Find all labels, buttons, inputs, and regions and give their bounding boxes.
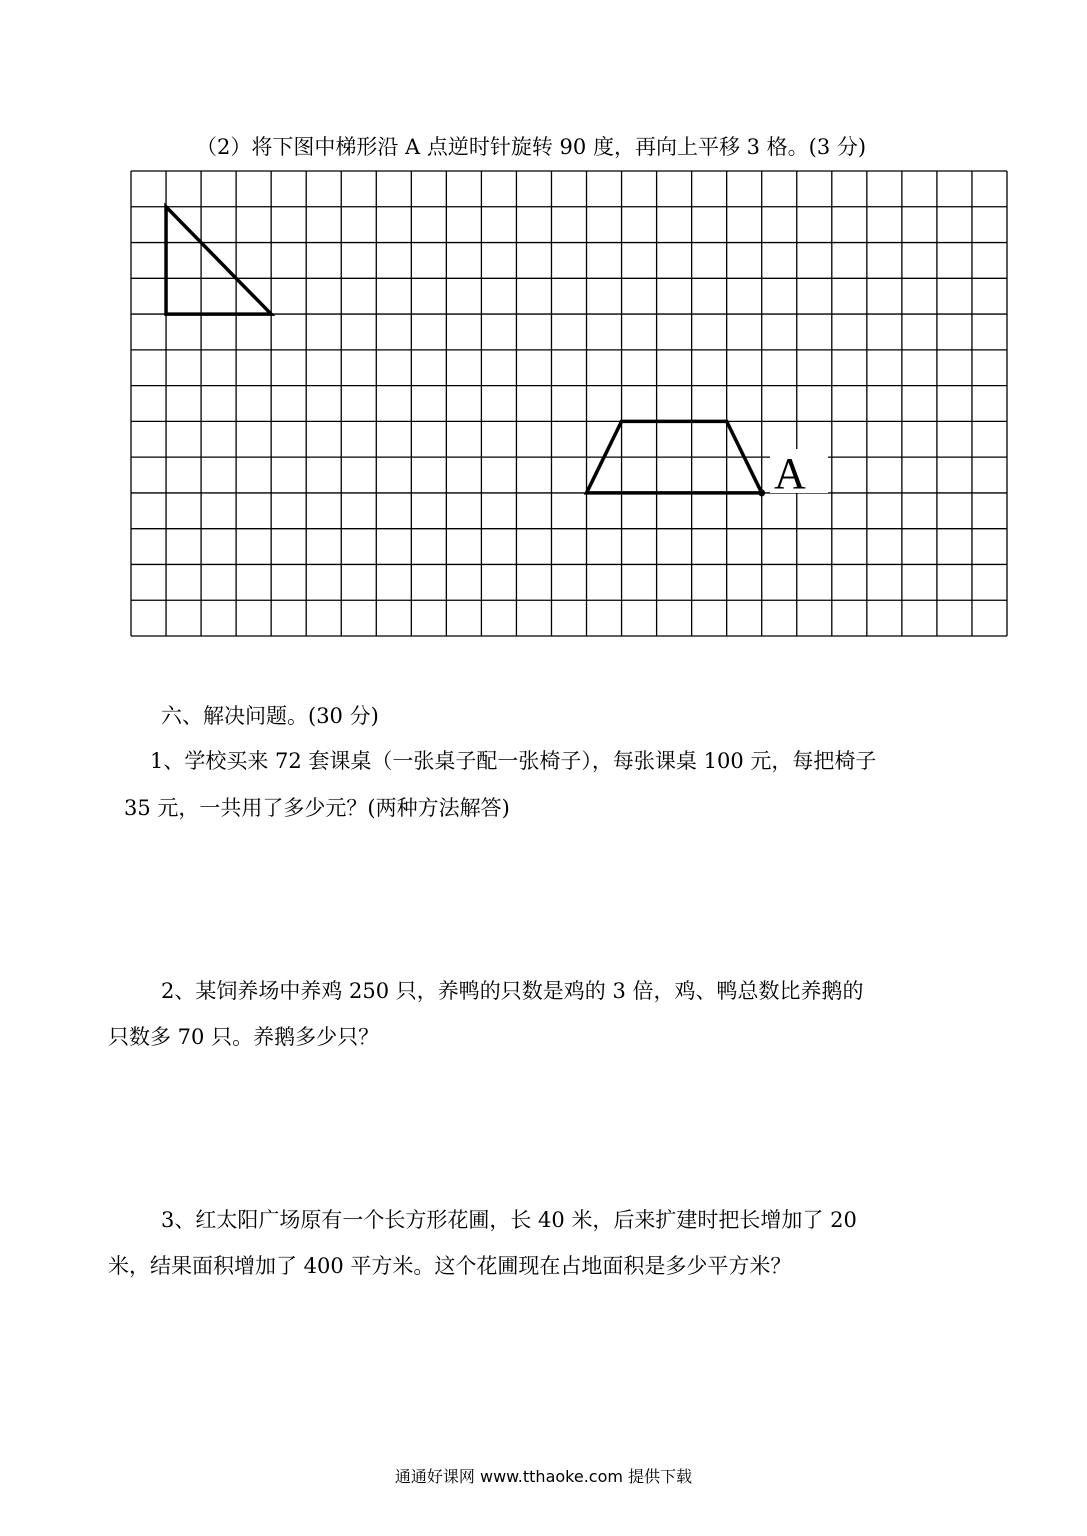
triangle-shape [166,207,271,314]
problem-1-line-1: 1、学校买来 72 套课桌（一张桌子配一张椅子），每张课桌 100 元，每把椅子 [150,749,877,773]
shapes [166,207,765,497]
problem-3-line-1: 3、红太阳广场原有一个长方形花圃，长 40 米，后来扩建时把长增加了 20 [161,1208,857,1232]
point-a-dot [758,489,765,496]
section-heading-solve: 六、解决问题。(30 分) [161,704,379,728]
point-a-label: A [774,449,806,498]
grid-lines [131,171,1007,636]
problem-1-line-2: 35 元，一共用了多少元？(两种方法解答) [124,796,510,820]
problem-2-line-2: 只数多 70 只。养鹅多少只？ [108,1025,380,1049]
problem-2-line-1: 2、某饲养场中养鸡 250 只，养鸭的只数是鸡的 3 倍，鸡、鸭总数比养鹅的 [161,979,864,1003]
footer-credit: 通通好课网 www.tthaoke.com 提供下载 [394,1467,693,1486]
problem-3-line-2: 米，结果面积增加了 400 平方米。这个花圃现在占地面积是多少平方米？ [108,1254,792,1278]
question-prompt-rotation: （2）将下图中梯形沿 A 点逆时针旋转 90 度，再向上平移 3 格。(3 分) [196,135,867,159]
grid-figure [130,170,1010,640]
